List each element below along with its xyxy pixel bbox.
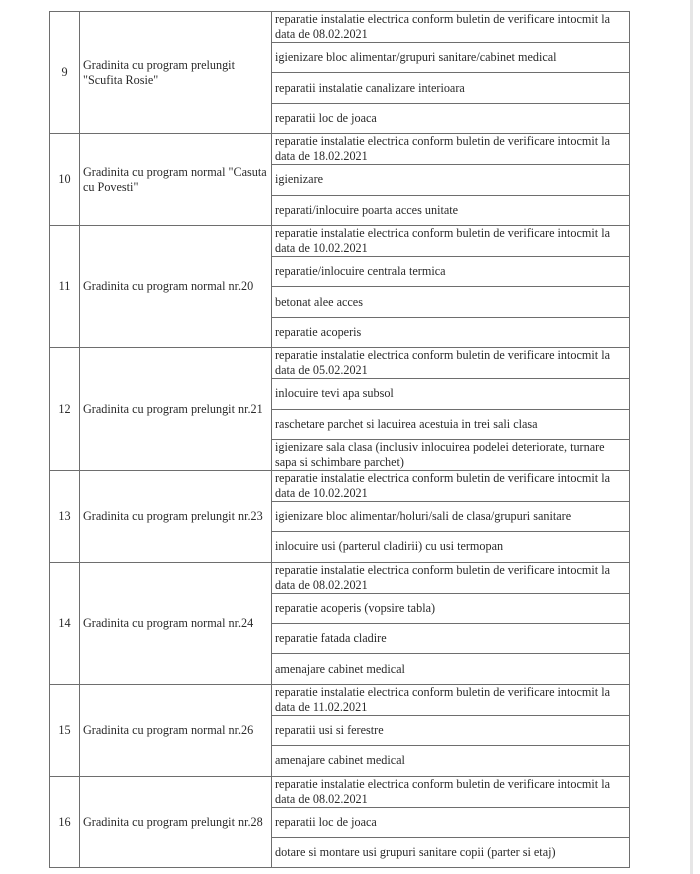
unit-name: Gradinita cu program normal nr.24 <box>80 562 272 684</box>
unit-name: Gradinita cu program prelungit nr.23 <box>80 470 272 562</box>
row-number: 10 <box>50 134 80 226</box>
unit-name: Gradinita cu program prelungit nr.28 <box>80 776 272 868</box>
row-number: 15 <box>50 684 80 776</box>
work-item: reparatie instalatie electrica conform buletin de verificare intocmit la data de 10.02.2021 <box>272 470 630 501</box>
row-number: 9 <box>50 12 80 134</box>
work-item: amenajare cabinet medical <box>272 746 630 776</box>
unit-name: Gradinita cu program normal nr.26 <box>80 684 272 776</box>
work-item: reparatie instalatie electrica conform buletin de verificare intocmit la data de 18.02.2021 <box>272 134 630 165</box>
table-row <box>50 134 630 165</box>
work-item: reparatie fatada cladire <box>272 624 630 654</box>
work-item: betonat alee acces <box>272 287 630 317</box>
work-item: reparatie instalatie electrica conform buletin de verificare intocmit la data de 05.02.2021 <box>272 348 630 379</box>
work-item: raschetare parchet si lacuirea acestuia in trei sali clasa <box>272 409 630 439</box>
work-item: reparatii loc de joaca <box>272 807 630 837</box>
work-item: reparatii usi si ferestre <box>272 715 630 745</box>
work-item: reparatie instalatie electrica conform buletin de verificare intocmit la data de 08.02.2021 <box>272 562 630 593</box>
work-item: igienizare bloc alimentar/holuri/sali de clasa/grupuri sanitare <box>272 501 630 531</box>
table-row <box>50 12 630 43</box>
work-item: reparatie instalatie electrica conform buletin de verificare intocmit la data de 08.02.2021 <box>272 12 630 43</box>
row-number: 12 <box>50 348 80 471</box>
work-item: inlocuire tevi apa subsol <box>272 379 630 409</box>
unit-name: Gradinita cu program prelungit nr.21 <box>80 348 272 471</box>
work-item: reparatie instalatie electrica conform buletin de verificare intocmit la data de 11.02.2021 <box>272 684 630 715</box>
work-item: reparatie/inlocuire centrala termica <box>272 256 630 286</box>
table-row <box>50 225 630 256</box>
row-number: 16 <box>50 776 80 868</box>
row-number: 11 <box>50 225 80 347</box>
works-table <box>49 11 630 868</box>
work-item: igienizare sala clasa (inclusiv inlocuirea podelei deteriorate, turnare sapa si schimbare parchet) <box>272 439 630 470</box>
work-item: dotare si montare usi grupuri sanitare copii (parter si etaj) <box>272 838 630 868</box>
table-row <box>50 776 630 807</box>
work-item: inlocuire usi (parterul cladirii) cu usi termopan <box>272 532 630 562</box>
table-row <box>50 562 630 593</box>
work-item: reparatie instalatie electrica conform buletin de verificare intocmit la data de 10.02.2021 <box>272 225 630 256</box>
table-row <box>50 684 630 715</box>
work-item: reparatie acoperis (vopsire tabla) <box>272 593 630 623</box>
row-number: 13 <box>50 470 80 562</box>
table-row <box>50 348 630 379</box>
work-item: reparatie instalatie electrica conform buletin de verificare intocmit la data de 08.02.2021 <box>272 776 630 807</box>
unit-name: Gradinita cu program prelungit "Scufita Rosie" <box>80 12 272 134</box>
works-table-body <box>50 12 630 868</box>
row-number: 14 <box>50 562 80 684</box>
work-item: igienizare <box>272 165 630 195</box>
work-item: reparatie acoperis <box>272 317 630 347</box>
work-item: amenajare cabinet medical <box>272 654 630 684</box>
work-item: reparatii loc de joaca <box>272 103 630 133</box>
page-edge-shadow <box>690 0 693 874</box>
unit-name: Gradinita cu program normal "Casuta cu Povesti" <box>80 134 272 226</box>
work-item: reparati/inlocuire poarta acces unitate <box>272 195 630 225</box>
work-item: igienizare bloc alimentar/grupuri sanitare/cabinet medical <box>272 43 630 73</box>
unit-name: Gradinita cu program normal nr.20 <box>80 225 272 347</box>
table-row <box>50 470 630 501</box>
work-item: reparatii instalatie canalizare interioara <box>272 73 630 103</box>
